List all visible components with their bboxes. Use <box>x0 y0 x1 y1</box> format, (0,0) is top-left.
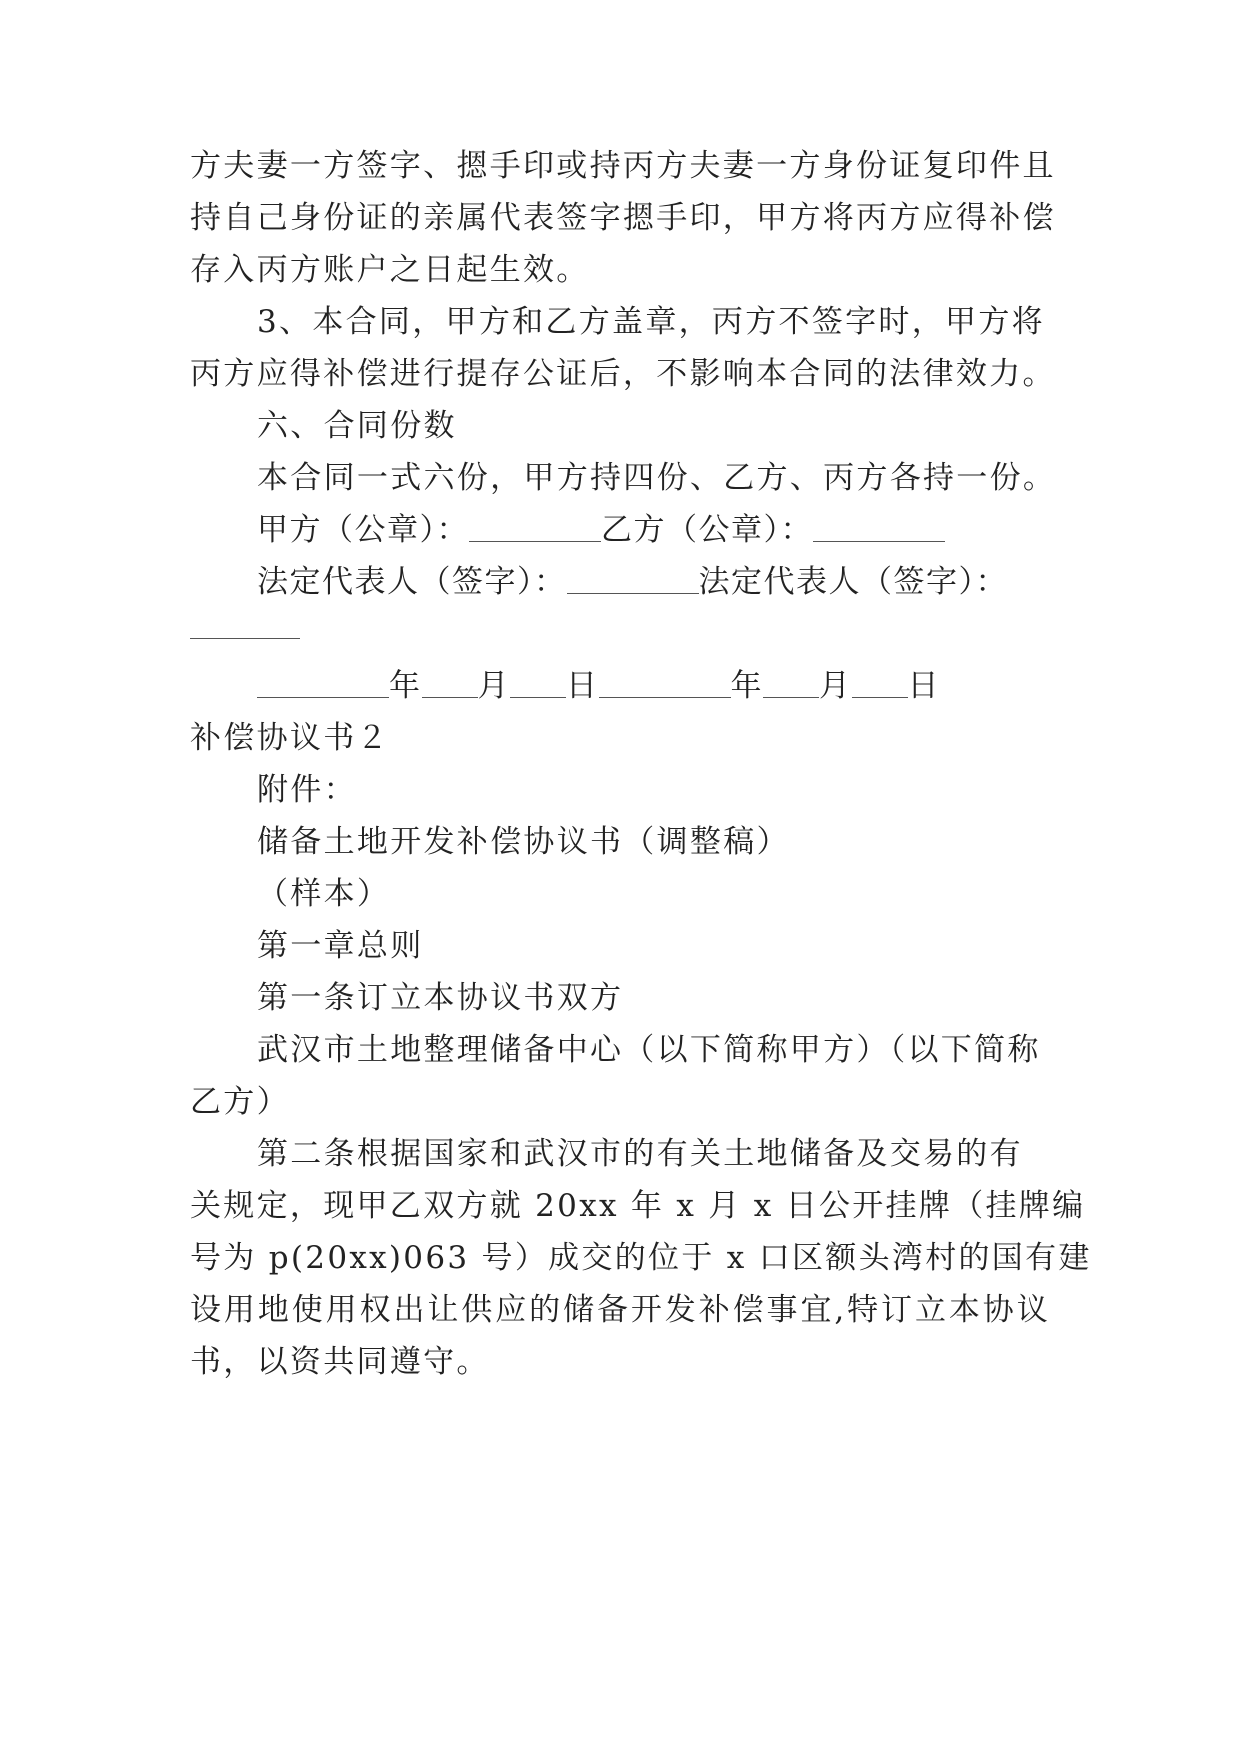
paragraph-line: （样本） <box>257 876 391 912</box>
day-label: 日 <box>907 668 940 704</box>
year-blank <box>599 669 731 698</box>
rep-b-label: 法定代表人（签字）： <box>698 564 1008 600</box>
representative-line <box>257 562 1008 602</box>
seal-line <box>257 510 945 550</box>
month-label: 月 <box>477 668 510 704</box>
day-label: 日 <box>566 668 599 704</box>
day-blank <box>510 669 566 698</box>
paragraph-line: 设用地使用权出让供应的储备开发补偿事宜,特订立本协议 <box>190 1292 1050 1328</box>
chapter-heading: 第一章总则 <box>257 928 424 964</box>
paragraph-line: 号为 p(20xx)063 号）成交的位于 x 口区额头湾村的国有建 <box>190 1240 1092 1276</box>
paragraph-line: 3、本合同，甲方和乙方盖章，丙方不签字时，甲方将 <box>257 304 1045 340</box>
month-blank <box>422 669 478 698</box>
paragraph-line: 持自己身份证的亲属代表签字摁手印，甲方将丙方应得补偿 <box>190 200 1056 236</box>
paragraph-line: 方夫妻一方签字、摁手印或持丙方夫妻一方身份证复印件且 <box>190 148 1056 184</box>
paragraph-line: 书，以资共同遵守。 <box>190 1344 490 1380</box>
date-line <box>257 666 940 706</box>
party-b-seal-label: 乙方（公章）： <box>601 512 813 548</box>
paragraph-line: 武汉市土地整理储备中心（以下简称甲方）（以下简称 <box>257 1032 1041 1068</box>
party-b-seal-blank <box>813 513 945 542</box>
paragraph-line: 第二条根据国家和武汉市的有关土地储备及交易的有 <box>257 1136 1023 1172</box>
paragraph-line: 附件： <box>257 772 357 808</box>
paragraph-line: 存入丙方账户之日起生效。 <box>190 252 590 288</box>
paragraph-line: 关规定，现甲乙双方就 20xx 年 x 月 x 日公开挂牌（挂牌编 <box>190 1188 1086 1224</box>
paragraph-line: 乙方） <box>190 1084 290 1120</box>
party-a-seal-label: 甲方（公章）： <box>257 512 469 548</box>
day-blank <box>852 669 908 698</box>
paragraph-line: 储备土地开发补偿协议书（调整稿） <box>257 824 790 860</box>
year-blank <box>257 669 389 698</box>
rep-a-blank <box>567 565 699 594</box>
month-label: 月 <box>819 668 852 704</box>
paragraph-line: 本合同一式六份，甲方持四份、乙方、丙方各持一份。 <box>257 460 1057 496</box>
year-label: 年 <box>389 668 422 704</box>
rep-b-blank <box>190 638 300 639</box>
document-title: 补偿协议书２ <box>190 720 390 756</box>
paragraph-line: 丙方应得补偿进行提存公证后，不影响本合同的法律效力。 <box>190 356 1056 392</box>
party-a-seal-blank <box>469 513 601 542</box>
year-label: 年 <box>730 668 763 704</box>
article-heading: 第一条订立本协议书双方 <box>257 980 624 1016</box>
section-heading: 六、合同份数 <box>257 408 457 444</box>
month-blank <box>763 669 819 698</box>
rep-a-label: 法定代表人（签字）： <box>257 564 567 600</box>
